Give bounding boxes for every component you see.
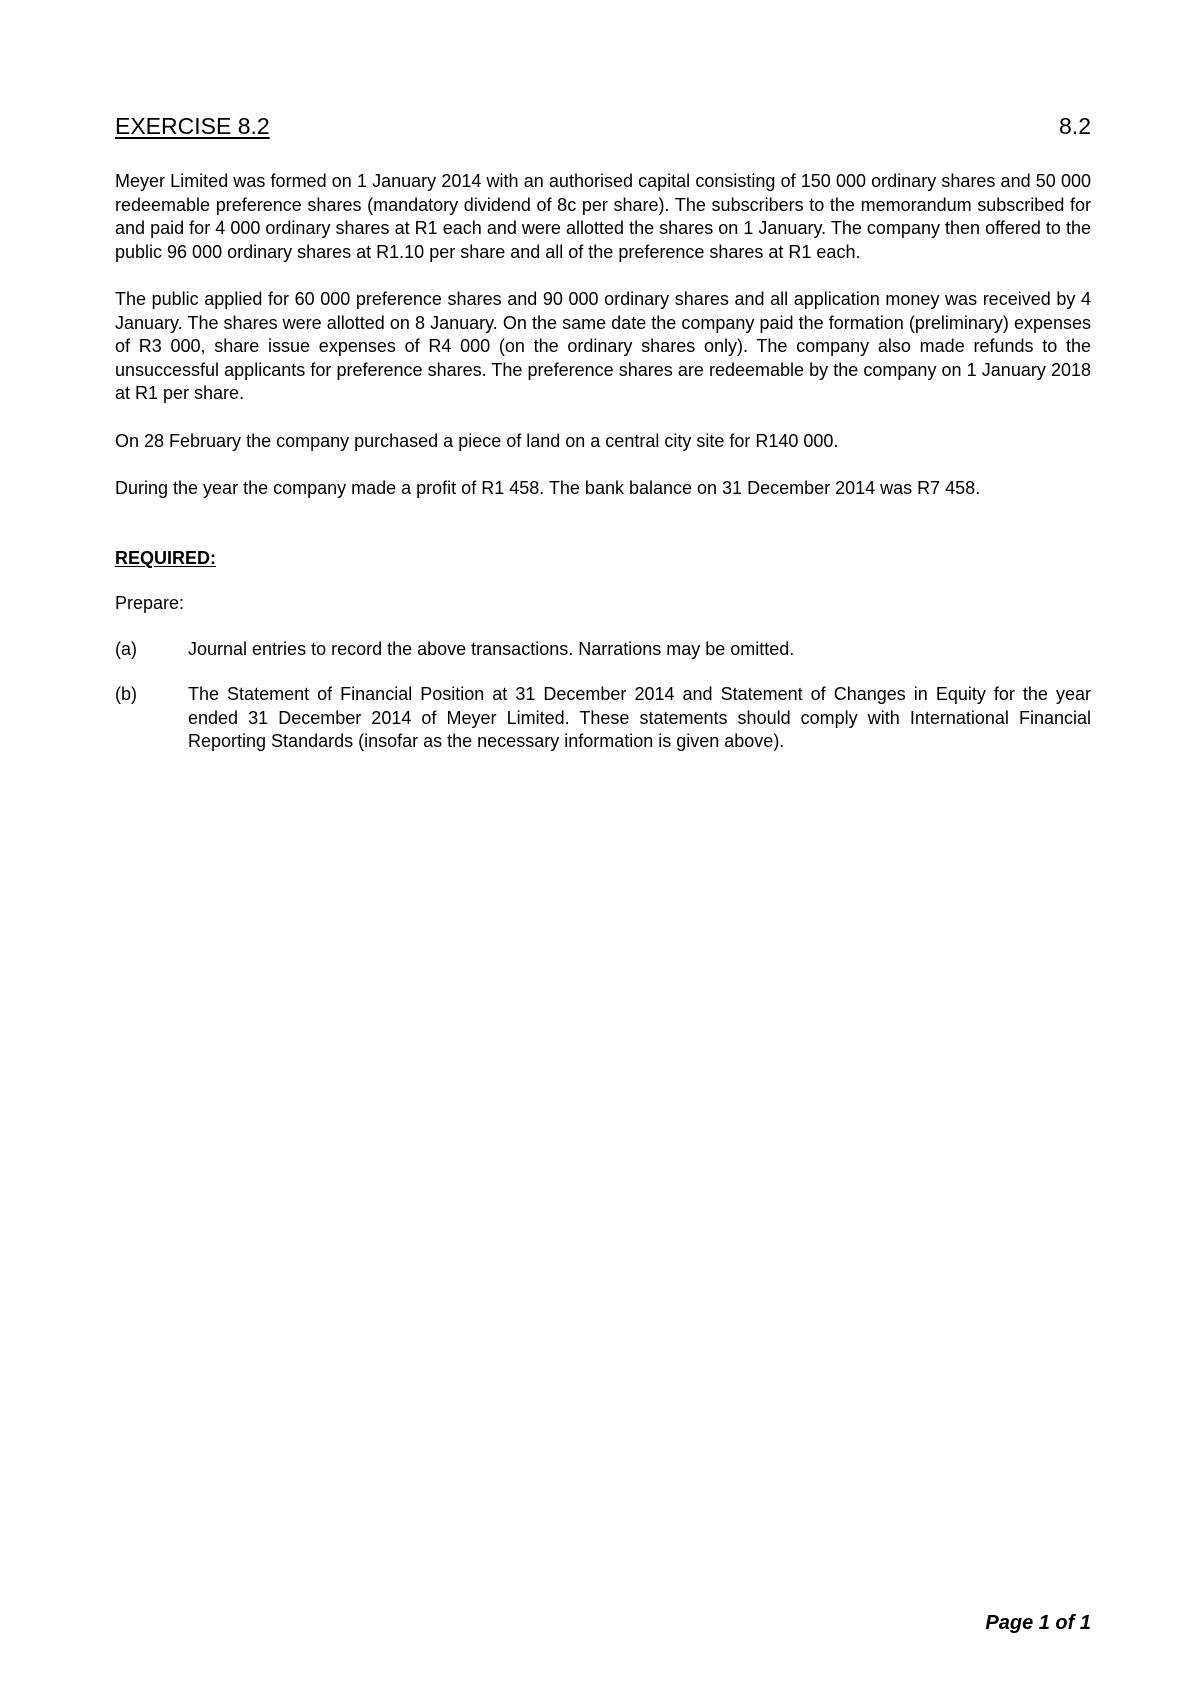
required-heading: REQUIRED:	[115, 547, 217, 568]
required-item-b	[115, 683, 1091, 754]
item-text: The Statement of Financial Position at 31 December 2014 and Statement of Changes in Equity for the year ended 31 December 2014 of Meyer Limited. These statements should comply with International Financial Reporting Standards (insofar as the necessary information is given above).	[188, 684, 1091, 751]
paragraph-formation: Meyer Limited was formed on 1 January 2014 with an authorised capital consisting of 150 000 ordinary shares and 50 000 redeemable preference shares (mandatory dividend of 8c per share). The subscribers to the memorandum subscribed for and paid for 4 000 ordinary shares at R1 each and were allotted the shares on 1 January. The company then offered to the public 96 000 ordinary shares at R1.10 per share and all of the preference shares at R1 each.	[115, 171, 1091, 262]
item-label: (a)	[115, 638, 137, 659]
item-label: (b)	[115, 684, 137, 704]
required-item-a	[115, 638, 1091, 662]
exercise-number: 8.2	[1059, 113, 1091, 139]
paragraph-profit: During the year the company made a profit of R1 458. The bank balance on 31 December 2014 was R7 458.	[115, 478, 981, 498]
page-number: Page 1 of 1	[985, 1612, 1091, 1634]
exercise-title: EXERCISE 8.2	[115, 113, 270, 139]
exercise-header	[115, 113, 1091, 140]
document-body	[115, 170, 1091, 776]
item-text: Journal entries to record the above transactions. Narrations may be omitted.	[188, 638, 795, 659]
paragraph-land-purchase: On 28 February the company purchased a piece of land on a central city site for R140 000.	[115, 430, 839, 451]
prepare-intro: Prepare:	[115, 593, 185, 613]
paragraph-applications: The public applied for 60 000 preference shares and 90 000 ordinary shares and all application money was received by 4 January. The shares were allotted on 8 January. On the same date the company paid the formation (preliminary) expenses of R3 000, share issue expenses of R4 000 (on the ordinary shares only). The company also made refunds to the unsuccessful applicants for preference shares. The preference shares are redeemable by the company on 1 January 2018 at R1 per share.	[115, 289, 1091, 403]
